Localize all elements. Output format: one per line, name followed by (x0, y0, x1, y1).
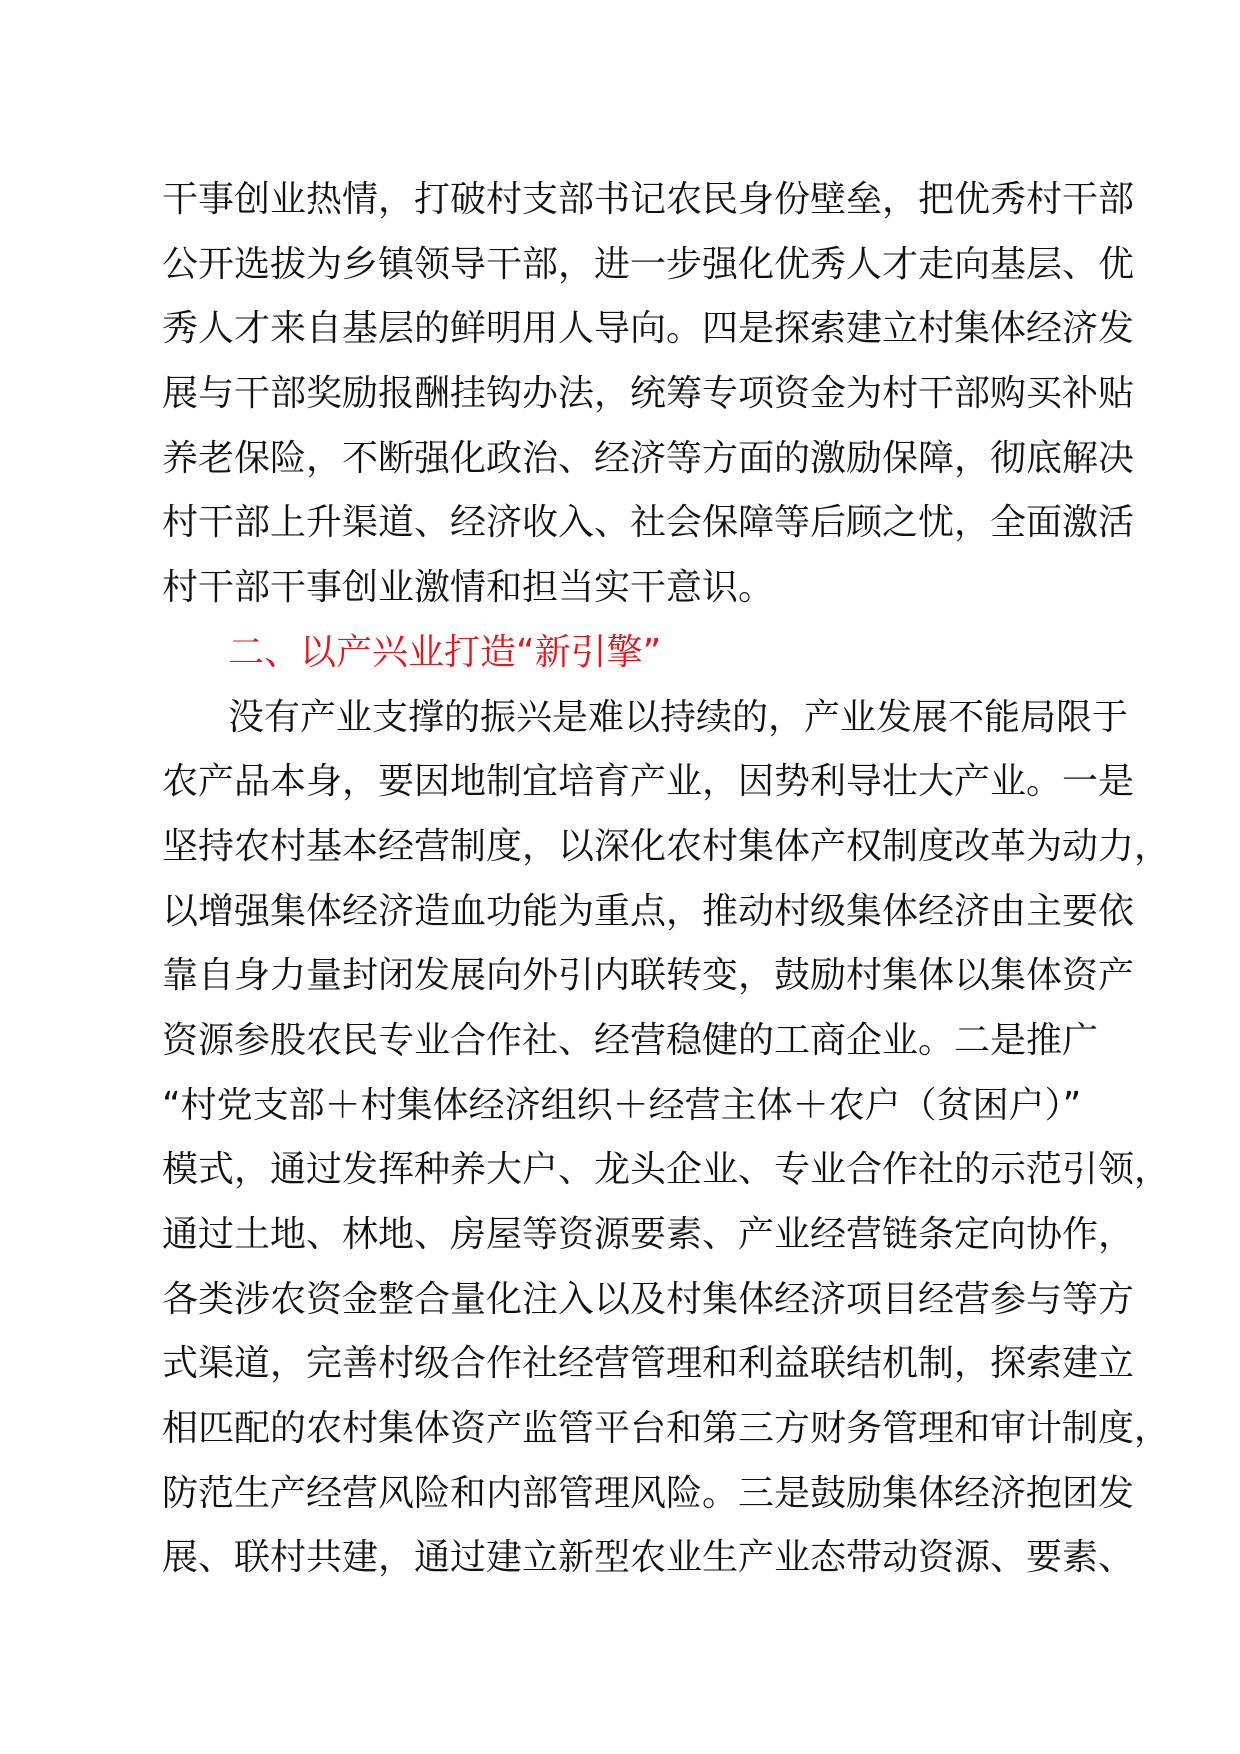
paragraph-line-11: 坚持农村基本经营制度，以深化农村集体产权制度改革为动力， (162, 825, 1171, 867)
paragraph-line-1: 干事创业热情，打破村支部书记农民身份壁垒，把优秀村干部 (162, 179, 1135, 220)
paragraph-line-3: 秀人才来自基层的鲜明用人导向。四是探索建立村集体经济发 (162, 308, 1135, 350)
paragraph-line-19: 式渠道，完善村级合作社经营管理和利益联结机制，探索建立 (162, 1343, 1135, 1385)
paragraph-line-5: 养老保险，不断强化政治、经济等方面的激励保障，彻底解决 (162, 437, 1135, 479)
paragraph-line-12: 以增强集体经济造血功能为重点，推动村级集体经济由主要依 (162, 890, 1135, 932)
paragraph-line-20: 相匹配的农村集体资产监管平台和第三方财务管理和审计制度， (162, 1408, 1171, 1450)
paragraph-line-13: 靠自身力量封闭发展向外引内联转变，鼓励村集体以集体资产 (162, 955, 1135, 997)
paragraph-line-14: 资源参股农民专业合作社、经营稳健的工商企业。二是推广 (162, 1019, 1099, 1061)
section-heading: 二、以产兴业打造“新引擎” (228, 631, 662, 673)
paragraph-line-6: 村干部上升渠道、经济收入、社会保障等后顾之忧，全面激活 (162, 502, 1135, 544)
paragraph-line-16: 模式，通过发挥种养大户、龙头企业、专业合作社的示范引领， (162, 1149, 1171, 1191)
paragraph-line-21: 防范生产经营风险和内部管理风险。三是鼓励集体经济抱团发 (162, 1472, 1135, 1514)
paragraph-line-18: 各类涉农资金整合量化注入以及村集体经济项目经营参与等方 (162, 1278, 1135, 1320)
paragraph-line-7: 村干部干事创业激情和担当实干意识。 (162, 567, 775, 609)
paragraph-line-22: 展、联村共建，通过建立新型农业生产业态带动资源、要素、 (162, 1537, 1135, 1579)
paragraph-line-9: 没有产业支撑的振兴是难以持续的，产业发展不能局限于 (228, 696, 1129, 738)
paragraph-line-4: 展与干部奖励报酬挂钩办法，统筹专项资金为村干部购买补贴 (162, 373, 1135, 415)
paragraph-line-15: “村党支部＋村集体经济组织＋经营主体＋农户（贫困户）” (162, 1084, 1082, 1126)
paragraph-line-17: 通过土地、林地、房屋等资源要素、产业经营链条定向协作， (162, 1214, 1135, 1255)
paragraph-line-2: 公开选拔为乡镇领导干部，进一步强化优秀人才走向基层、优 (162, 243, 1135, 285)
document-body (162, 168, 1171, 1591)
paragraph-line-10: 农产品本身，要因地制宜培育产业，因势利导壮大产业。一是 (162, 761, 1135, 803)
